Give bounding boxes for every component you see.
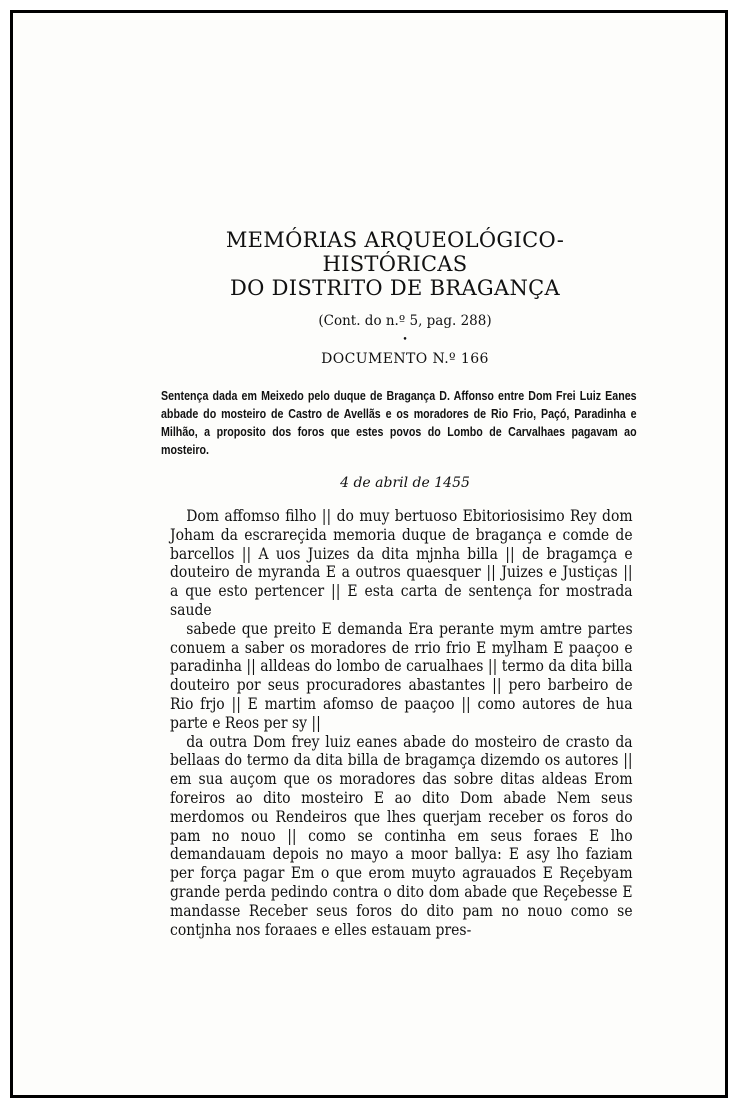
- paragraph-1: Dom affomso filho || do muy bertuoso Ebitoriosisimo Rey dom Joham da escrareçida memoria duque de bragança e comde de barcellos || A uos Juizes da dita mjnha billa || de bragamça e douteiro de myranda E a outros quaesquer || Juizes e Justiças || a que esto pertencer || E esta carta de sentença for mostrada saude: [170, 507, 633, 619]
- document-body: [170, 507, 633, 939]
- separator-dot: •: [402, 335, 408, 345]
- title-line-1: MEMÓRIAS ARQUEOLÓGICO-HISTÓRICAS: [225, 228, 565, 276]
- paragraph-3: da outra Dom frey luiz eanes abade do mosteiro de crasto da bellaas do termo da dita billa de bragamça dizemdo os autores || em sua auçom que os moradores das sobre ditas aldeas Erom foreiros ao dito mosteiro E ao dito Dom abade Nem seus merdomos ou Rendeiros que lhes querjam receber os foros do pam no nouo || como se continha em seus foraes E lho demandauam depois no mayo a moor ballya: E asy lho faziam per força pagar Em o que erom muyto agrauados E Reçebyam grande perda pedindo contra o dito dom abade que Reçebesse E mandasse Receber seus foros do dito pam no nouo como se contjnha nos foraaes e elles estauam pres-: [170, 732, 633, 939]
- title-line-2: DO DISTRITO DE BRAGANÇA: [230, 276, 560, 300]
- document-date: 4 de abril de 1455: [340, 475, 470, 491]
- continuation-note: (Cont. do n.º 5, pag. 288): [318, 313, 492, 329]
- document-title: [155, 228, 635, 300]
- paragraph-2: sabede que preito E demanda Era perante mym amtre partes conuem a saber os moradores de rrio frio E mylham E paaçoo e paradinha || alldeas do lombo de carualhaes || termo da dita billa douteiro por seus procuradores abastantes || pero barbeiro de Rio frjo || E martim afomso de paaçoo || como autores de hua parte e Reos per sy ||: [170, 619, 633, 732]
- document-content: [155, 228, 635, 939]
- document-summary: Sentença dada em Meixedo pelo duque de Bragança D. Affonso entre Dom Frei Luiz Eanes abbade do mosteiro de Castro de Avellãs e os moradores de Rio Frio, Paçó, Paradinha e Milhão, a proposito dos foros que estes povos do Lombo de Carvalhaes pagavam ao mosteiro.: [161, 388, 637, 457]
- document-number: DOCUMENTO N.º 166: [321, 351, 489, 367]
